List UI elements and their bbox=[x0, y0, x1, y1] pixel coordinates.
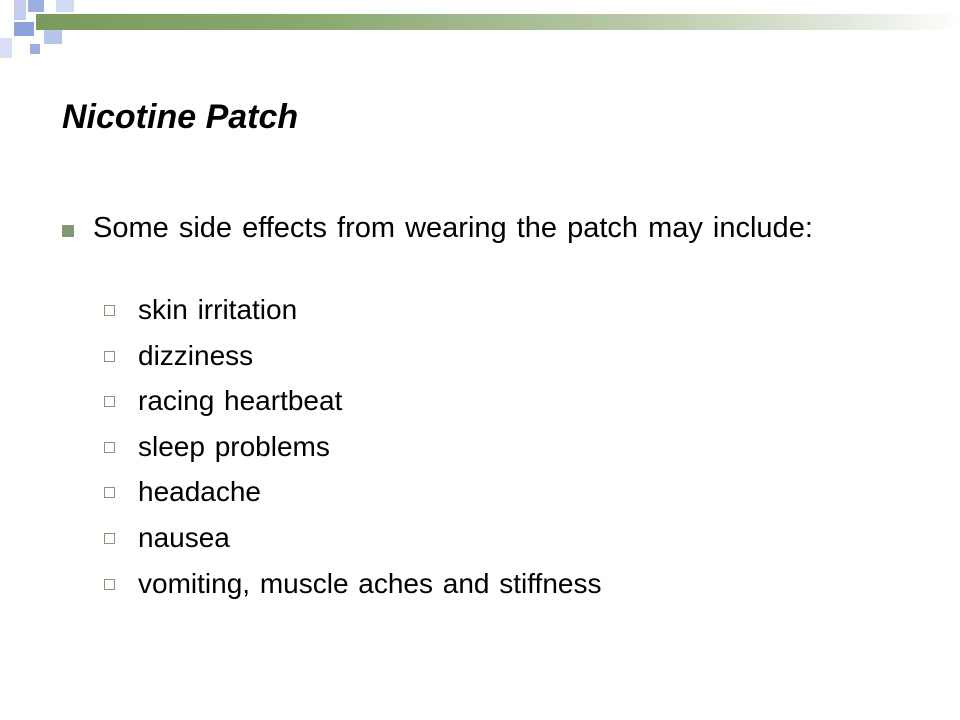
list-item bbox=[104, 336, 601, 382]
list-item bbox=[104, 472, 601, 518]
hollow-square-bullet-icon bbox=[104, 305, 115, 316]
list-item bbox=[104, 290, 601, 336]
square-bullet-icon bbox=[62, 225, 74, 237]
deco-square bbox=[14, 0, 26, 20]
list-item bbox=[104, 564, 601, 610]
deco-square bbox=[30, 44, 40, 54]
header-gradient-bar bbox=[36, 14, 960, 30]
deco-square bbox=[14, 22, 34, 36]
side-effect-text: skin irritation bbox=[138, 294, 298, 325]
hollow-square-bullet-icon bbox=[104, 579, 115, 590]
list-item bbox=[104, 427, 601, 473]
side-effects-list bbox=[104, 290, 601, 609]
hollow-square-bullet-icon bbox=[104, 533, 115, 544]
side-effect-text: headache bbox=[138, 476, 262, 508]
deco-square bbox=[56, 0, 74, 12]
hollow-square-bullet-icon bbox=[104, 351, 115, 362]
deco-square bbox=[0, 38, 12, 58]
list-item bbox=[104, 381, 601, 427]
intro-bullet bbox=[62, 212, 882, 244]
deco-square bbox=[28, 0, 44, 12]
hollow-square-bullet-icon bbox=[104, 396, 115, 407]
side-effect-text: vomiting, muscle aches and stiffness bbox=[138, 567, 602, 599]
list-item bbox=[104, 518, 601, 564]
side-effect-text: sleep problems bbox=[138, 430, 330, 462]
side-effect-text: racing heartbeat bbox=[138, 385, 343, 417]
intro-text: Some side effects from wearing the patch may include: bbox=[93, 212, 813, 244]
hollow-square-bullet-icon bbox=[104, 487, 115, 498]
corner-decoration bbox=[0, 0, 80, 60]
side-effect-text: nausea bbox=[138, 521, 230, 553]
side-effect-text: dizziness bbox=[138, 339, 254, 371]
slide-title: Nicotine Patch bbox=[62, 98, 299, 136]
hollow-square-bullet-icon bbox=[104, 442, 115, 453]
